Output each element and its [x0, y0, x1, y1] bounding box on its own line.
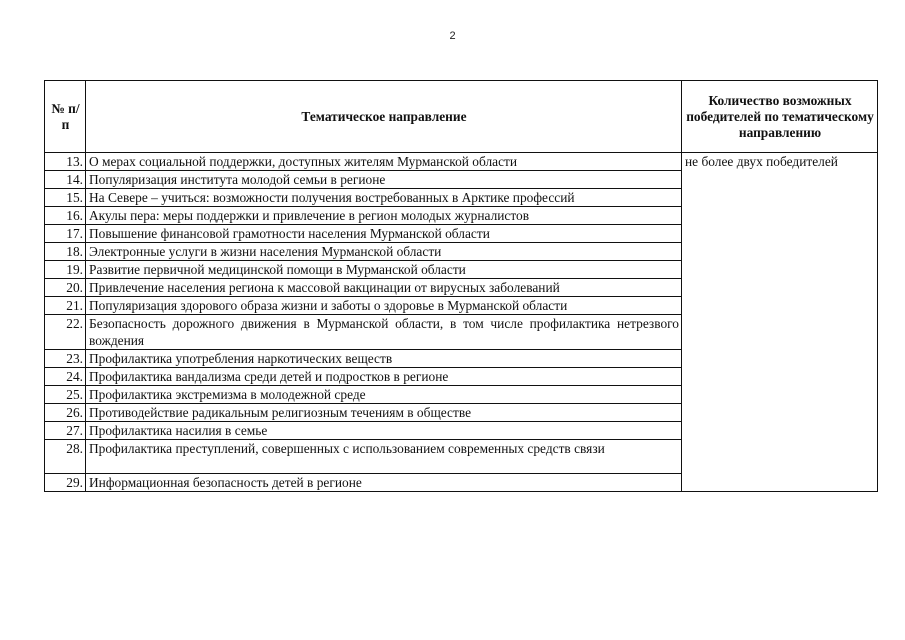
row-topic: Профилактика вандализма среди детей и подростков в регионе: [86, 368, 682, 386]
row-topic: Профилактика преступлений, совершенных с использованием современных средств связи: [86, 440, 682, 474]
row-topic: Привлечение населения региона к массовой вакцинации от вирусных заболеваний: [86, 279, 682, 297]
row-number: 22.: [45, 315, 86, 350]
row-number: 26.: [45, 404, 86, 422]
row-number: 13.: [45, 153, 86, 171]
page-number: 2: [449, 30, 456, 42]
row-number: 15.: [45, 189, 86, 207]
row-number: 27.: [45, 422, 86, 440]
row-number: 24.: [45, 368, 86, 386]
row-number: 21.: [45, 297, 86, 315]
row-number: 29.: [45, 474, 86, 492]
row-topic: Профилактика насилия в семье: [86, 422, 682, 440]
header-number: № п/п: [45, 81, 86, 153]
table-body: [45, 153, 878, 492]
row-topic: Акулы пера: меры поддержки и привлечение в регион молодых журналистов: [86, 207, 682, 225]
row-topic: Профилактика экстремизма в молодежной среде: [86, 386, 682, 404]
row-topic: Развитие первичной медицинской помощи в Мурманской области: [86, 261, 682, 279]
row-number: 14.: [45, 171, 86, 189]
row-number: 17.: [45, 225, 86, 243]
winners-cell: не более двух победителей: [682, 153, 878, 492]
row-topic: Повышение финансовой грамотности населения Мурманской области: [86, 225, 682, 243]
row-number: 19.: [45, 261, 86, 279]
topics-table: [44, 80, 878, 492]
row-topic: Популяризация здорового образа жизни и заботы о здоровье в Мурманской области: [86, 297, 682, 315]
row-number: 28.: [45, 440, 86, 474]
header-row: [45, 81, 878, 153]
header-winners: Количество возможных победителей по тематическому направлению: [682, 81, 878, 153]
row-topic: Профилактика употребления наркотических веществ: [86, 350, 682, 368]
row-topic: О мерах социальной поддержки, доступных жителям Мурманской области: [86, 153, 682, 171]
row-number: 18.: [45, 243, 86, 261]
row-topic: Популяризация института молодой семьи в регионе: [86, 171, 682, 189]
row-topic: Информационная безопасность детей в регионе: [86, 474, 682, 492]
table-row: [45, 153, 878, 171]
row-topic: Противодействие радикальным религиозным течениям в обществе: [86, 404, 682, 422]
header-topic: Тематическое направление: [86, 81, 682, 153]
row-number: 16.: [45, 207, 86, 225]
row-number: 25.: [45, 386, 86, 404]
row-topic: Безопасность дорожного движения в Мурманской области, в том числе профилактика нетрезвого вождения: [86, 315, 682, 350]
row-topic: Электронные услуги в жизни населения Мурманской области: [86, 243, 682, 261]
table-header: [45, 81, 878, 153]
row-number: 23.: [45, 350, 86, 368]
row-topic: На Севере – учиться: возможности получения востребованных в Арктике профессий: [86, 189, 682, 207]
row-number: 20.: [45, 279, 86, 297]
